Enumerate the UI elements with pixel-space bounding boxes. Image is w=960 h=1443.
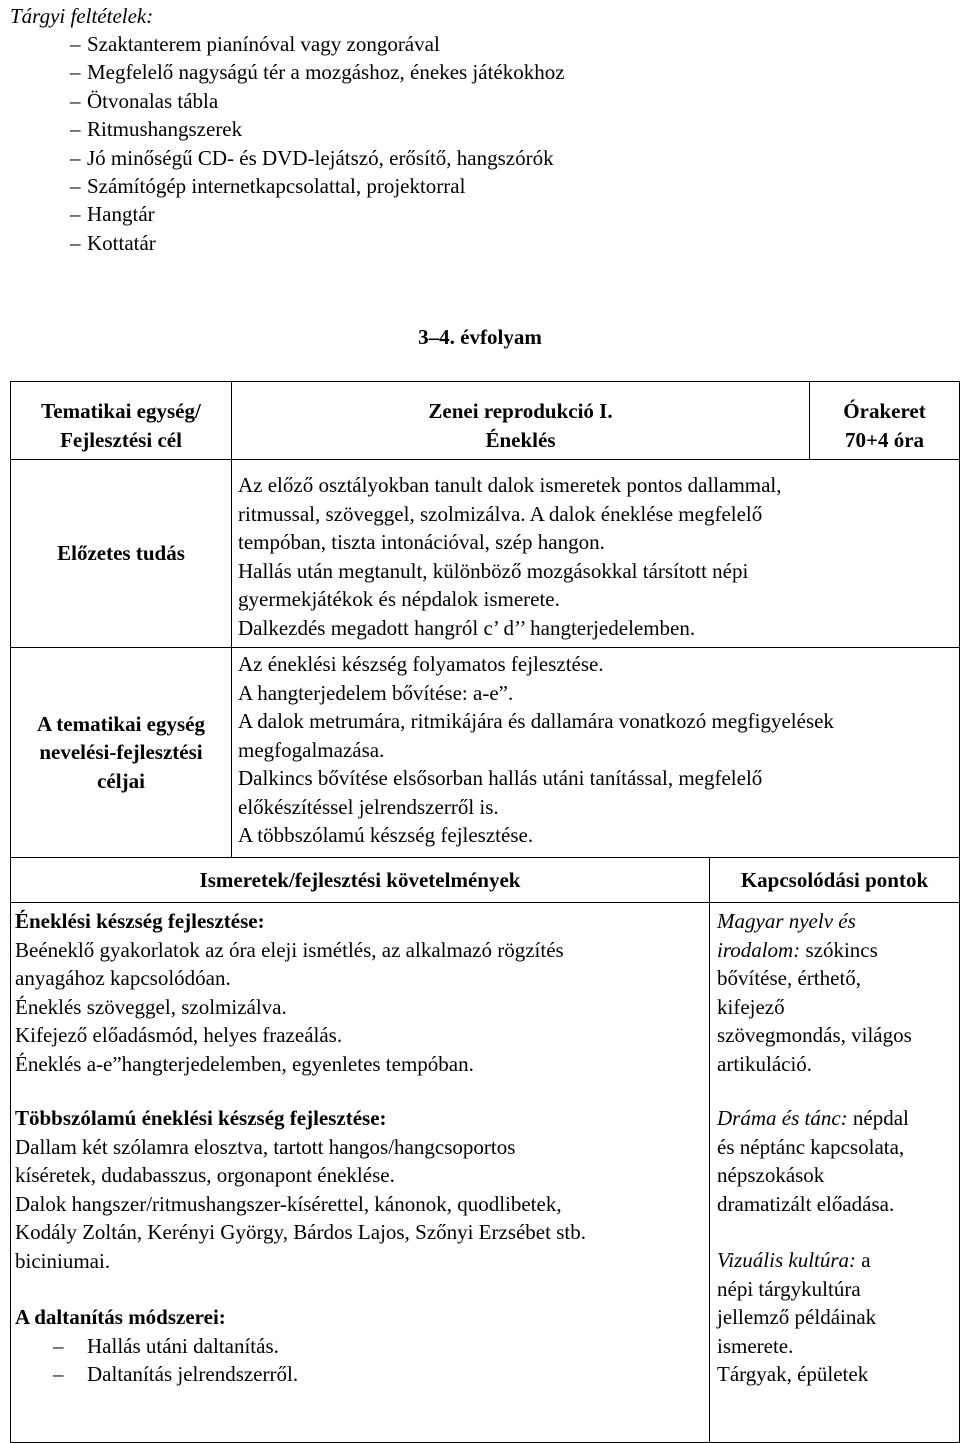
section-heading: Többszólamú éneklési készség fejlesztése: bbox=[15, 1106, 387, 1130]
unit-topic-cell: Zenei reprodukció I. Éneklés bbox=[232, 382, 810, 460]
list-item: – Hangtár bbox=[70, 202, 155, 227]
curriculum-table bbox=[10, 381, 960, 1443]
section-heading: A daltanítás módszerei: bbox=[15, 1305, 226, 1329]
list-item: – Hallás utáni daltanítás. bbox=[53, 1333, 279, 1358]
requirements-header: Ismeretek/fejlesztési követelmények bbox=[11, 858, 710, 903]
prior-knowledge-text: Az előző osztályokban tanult dalok ismeretek pontos dallammal, ritmussal, szöveggel, szolmizálva. A dalok éneklése megfelelő tempóban, tiszta intonációval, szép hangon. Hallás után megtanult, különböző mozgásokkal társított népi gyermekjátékok és népdalok ismerete. Dalkezdés megadott hangról c’ d’’ hangterjedelemben. bbox=[232, 460, 960, 648]
table-row bbox=[11, 648, 960, 858]
requirements-list bbox=[70, 30, 565, 257]
links-header: Kapcsolódási pontok bbox=[710, 858, 960, 903]
prior-knowledge-label: Előzetes tudás bbox=[11, 460, 232, 648]
table-row bbox=[11, 382, 960, 460]
list-item: – Megfelelő nagyságú tér a mozgáshoz, énekes játékokhoz bbox=[70, 60, 565, 85]
list-item: – Számítógép internetkapcsolattal, projektorral bbox=[70, 174, 466, 199]
requirements-content: Éneklési készség fejlesztése: Beéneklő gyakorlatok az óra eleji ismétlés, az alkalmazó rögzítés anyagához kapcsolódóan. Éneklés szöveggel, szolmizálva. Kifejező előadásmód, helyes frazeálás. Éneklés a-e”hangterjedelemben, egyenletes tempóban. Többszólamú éneklési készség fejlesztése: Dallam két szólamra elosztva, tartott hangos/hangcsoportos kíséretek, dudabasszus, orgonapont éneklése. Dalok hangszer/ritmushangszer-kísérettel, kánonok, quodlibetek, Kodály Zoltán, Kerényi György, Bárdos Lajos, Szőnyi Erzsébet stb. biciniumai. A daltanítás módszerei: – Hallás utáni daltanítás. – Daltanítás jelrendszerről. bbox=[11, 903, 710, 1443]
intro-title: Tárgyi feltételek: bbox=[10, 4, 154, 28]
hours-cell: Órakeret 70+4 óra bbox=[810, 382, 960, 460]
list-item: – Szaktanterem pianínóval vagy zongorával bbox=[70, 32, 440, 56]
list-item: – Kottatár bbox=[70, 230, 156, 255]
list-item: – Ötvonalas tábla bbox=[70, 88, 219, 113]
grade-heading: 3–4. évfolyam bbox=[418, 325, 542, 349]
list-item: – Daltanítás jelrendszerről. bbox=[53, 1362, 299, 1386]
goals-text: Az éneklési készség folyamatos fejlesztése. A hangterjedelem bővítése: a-e”. A dalok metrumára, ritmikájára és dallamára vonatkozó megfigyelések megfogalmazása. Dalkincs bővítése elsősorban hallás utáni tanítással, megfelelő előkészítéssel jelrendszerről is. A többszólamú készség fejlesztése. bbox=[232, 648, 960, 858]
section-heading: Éneklési készség fejlesztése: bbox=[15, 909, 265, 933]
list-item: – Jó minőségű CD- és DVD-lejátszó, erősítő, hangszórók bbox=[70, 145, 554, 170]
unit-label-cell: Tematikai egység/ Fejlesztési cél bbox=[11, 382, 232, 460]
table-row bbox=[11, 858, 960, 903]
list-item: – Ritmushangszerek bbox=[70, 117, 243, 142]
table-row bbox=[11, 460, 960, 648]
goals-label: A tematikai egység nevelési-fejlesztési céljai bbox=[11, 648, 232, 858]
links-content: Magyar nyelv és irodalom: szókincs bővítése, érthető, kifejező szövegmondás, világos artikuláció. Dráma és tánc: népdal és néptánc kapcsolata, népszokások dramatizált előadása. Vizuális kultúra: a népi tárgykultúra jellemző példáinak ismerete. Tárgyak, épületek bbox=[710, 903, 960, 1443]
table-row bbox=[11, 903, 960, 1443]
